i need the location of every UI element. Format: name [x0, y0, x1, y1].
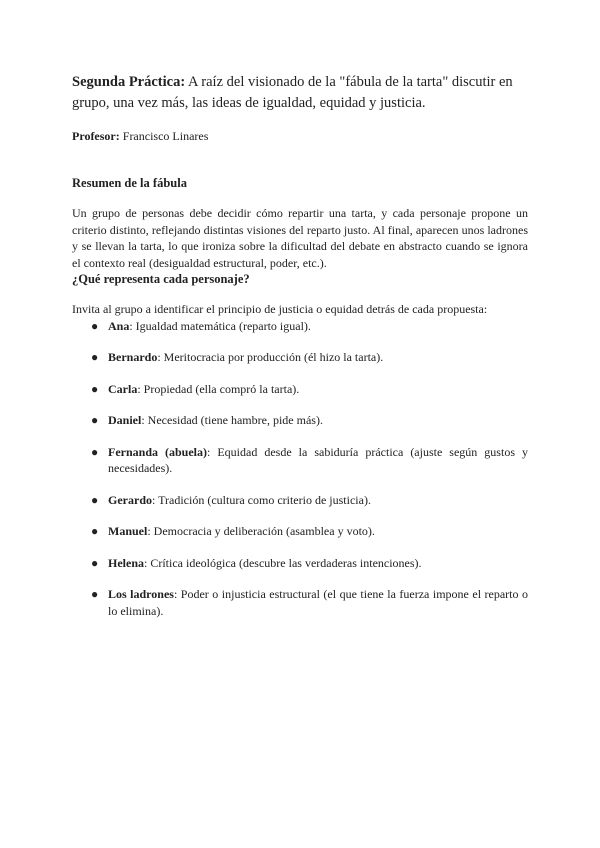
bullet-icon: ●: [91, 381, 99, 396]
list-item: [72, 523, 528, 540]
character-description: : Democracia y deliberación (asamblea y voto).: [147, 524, 375, 538]
assignment-label: Segunda Práctica:: [72, 74, 186, 90]
list-item: [72, 586, 528, 619]
bullet-icon: ●: [91, 555, 99, 570]
character-name: Carla: [108, 381, 138, 396]
character-description: : Equidad desde la sabiduría práctica (ajuste según gustos y necesidades).: [108, 444, 528, 475]
character-name: Daniel: [108, 413, 142, 427]
list-item: [72, 555, 528, 572]
bullet-icon: ●: [91, 524, 99, 538]
assignment-intro: [72, 72, 528, 114]
bullet-icon: ●: [91, 444, 99, 459]
character-name: Fernanda (abuela): [108, 444, 208, 459]
character-description: : Crítica ideológica (descubre las verdaderas intenciones).: [144, 555, 422, 570]
list-item: [72, 444, 528, 477]
bullet-icon: ●: [91, 350, 99, 364]
character-name: Manuel: [108, 524, 148, 538]
bullet-icon: ●: [91, 492, 99, 507]
summary-text: Un grupo de personas debe decidir cómo repartir una tarta, y cada personaje propone un criterio distinto, reflejando distintas visiones del reparto justo. Al final, aparecen unos ladrones y se llevan la tarta, lo que ironiza sobre la dificultad del debate en abstracto cuando se ignora el contexto real (desigualdad estructural, poder, etc.).: [72, 206, 528, 270]
bullet-icon: ●: [91, 318, 99, 333]
bullet-icon: ●: [91, 587, 99, 601]
list-item: [72, 349, 528, 366]
summary-heading: Resumen de la fábula: [72, 176, 187, 190]
professor-label: Profesor:: [72, 129, 120, 143]
list-item: [72, 492, 528, 509]
characters-heading: ¿Qué representa cada personaje?: [72, 272, 250, 286]
list-item: [72, 381, 528, 398]
character-name: Helena: [108, 555, 144, 570]
character-description: : Tradición (cultura como criterio de justicia).: [152, 492, 371, 507]
character-description: : Igualdad matemática (reparto igual).: [129, 318, 311, 333]
assignment-text: A raíz del visionado de la "fábula de la tarta" discutir en grupo, una vez más, las ideas de igualdad, equidad y justicia.: [72, 74, 513, 111]
document-page: [72, 72, 528, 634]
character-name: Los ladrones: [108, 587, 174, 601]
character-description: : Propiedad (ella compró la tarta).: [137, 381, 300, 396]
bullet-icon: ●: [91, 413, 99, 427]
list-item: [72, 412, 528, 429]
professor-line: [72, 128, 528, 145]
character-name: Gerardo: [108, 492, 152, 507]
character-name: Ana: [108, 318, 130, 333]
list-item: [72, 318, 528, 335]
character-description: : Meritocracia por producción (él hizo la tarta).: [157, 350, 384, 364]
character-list: [72, 318, 528, 620]
character-description: : Necesidad (tiene hambre, pide más).: [141, 413, 323, 427]
characters-intro: Invita al grupo a identificar el principio de justicia o equidad detrás de cada propuesta:: [72, 302, 488, 316]
character-name: Bernardo: [108, 350, 158, 364]
character-description: : Poder o injusticia estructural (el que tiene la fuerza impone el reparto o lo elimina).: [108, 587, 528, 618]
professor-name: Francisco Linares: [119, 129, 209, 143]
